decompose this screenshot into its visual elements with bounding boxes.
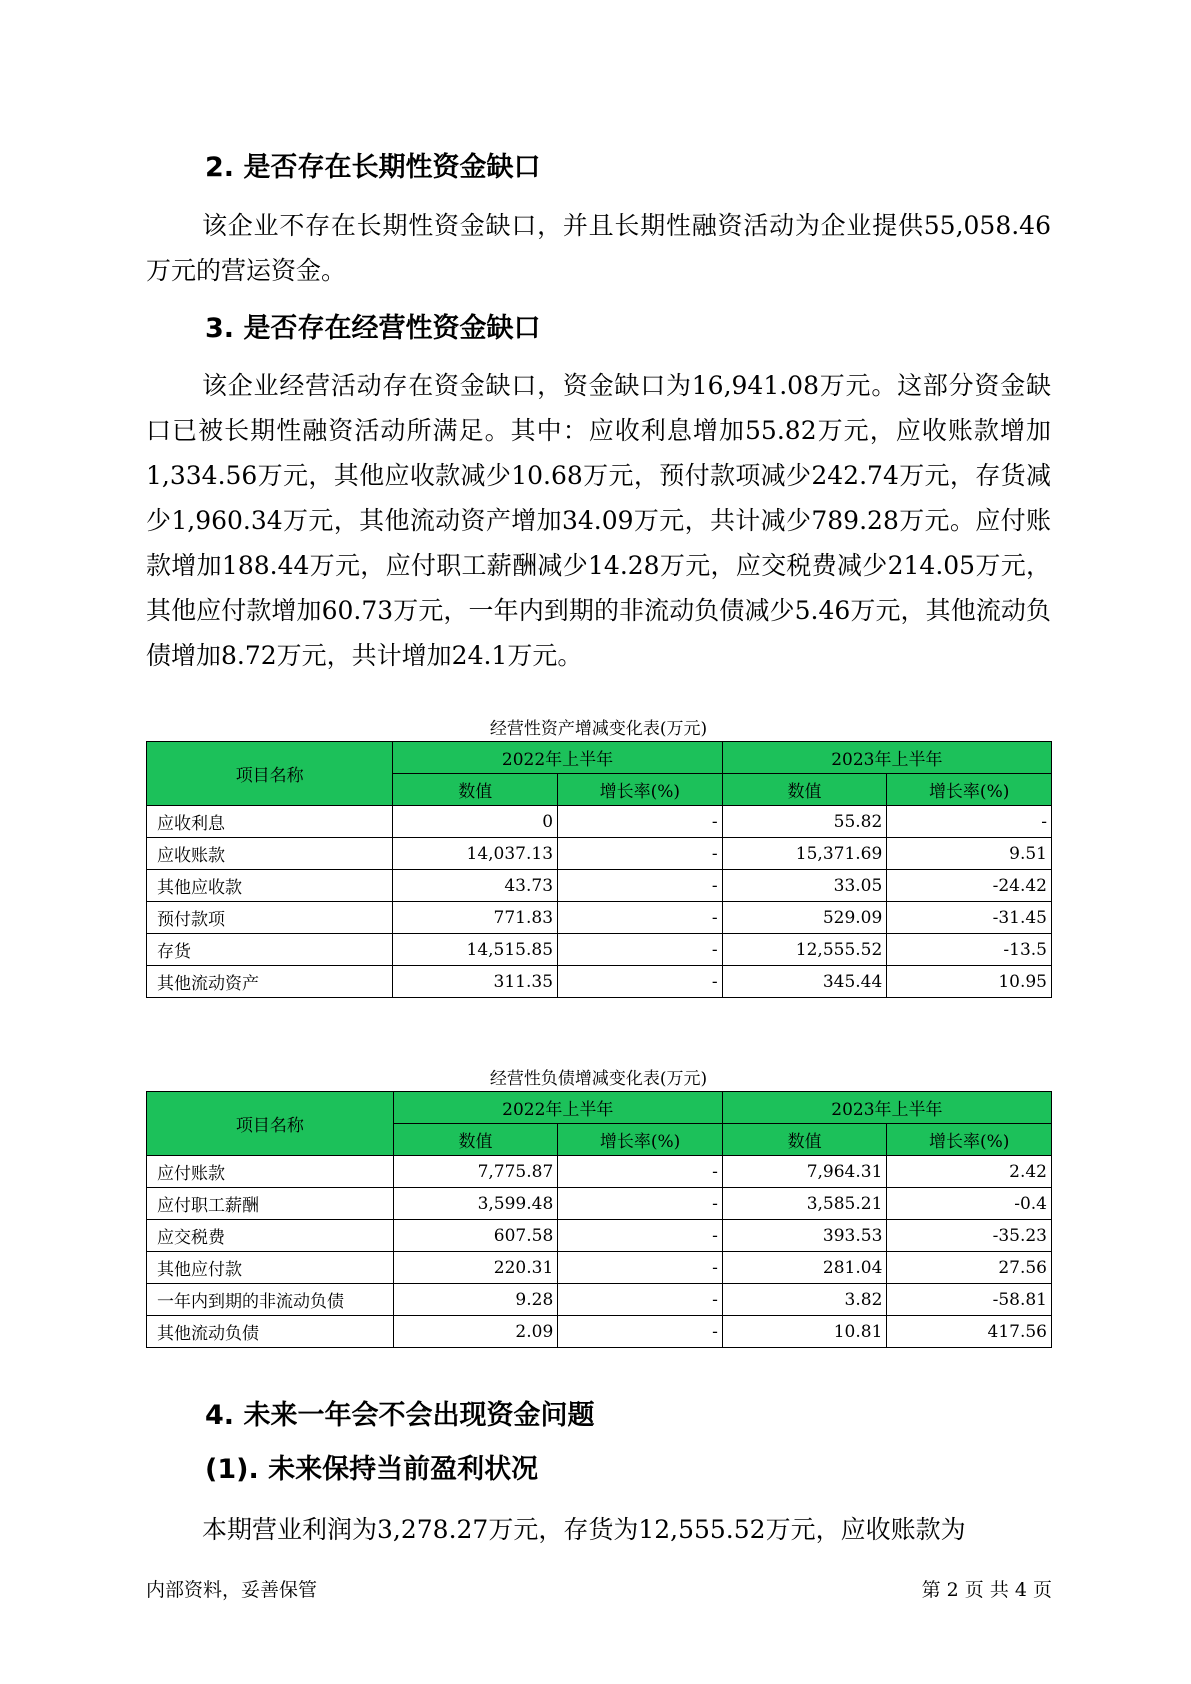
value-2022: 14,515.85 bbox=[393, 934, 558, 966]
value-2022: 0 bbox=[393, 806, 558, 838]
value-2022: 311.35 bbox=[393, 966, 558, 998]
section-heading-3: 3. 是否存在经营性资金缺口 bbox=[205, 313, 541, 344]
table-row bbox=[147, 1316, 1052, 1348]
table-row bbox=[147, 1188, 1052, 1220]
header-period-2022: 2022年上半年 bbox=[393, 1092, 722, 1124]
rate-2022: - bbox=[558, 902, 723, 934]
row-label: 应收利息 bbox=[147, 806, 393, 838]
value-2022: 3,599.48 bbox=[393, 1188, 558, 1220]
row-label: 其他应付款 bbox=[147, 1252, 394, 1284]
value-2023: 12,555.52 bbox=[722, 934, 887, 966]
value-2023: 33.05 bbox=[722, 870, 887, 902]
value-2022: 220.31 bbox=[393, 1252, 558, 1284]
subsection-heading-4-1: (1). 未来保持当前盈利状况 bbox=[205, 1454, 539, 1485]
rate-2023: -31.45 bbox=[887, 902, 1052, 934]
table-row bbox=[147, 902, 1052, 934]
header-value: 数值 bbox=[722, 774, 887, 806]
header-period-2023: 2023年上半年 bbox=[722, 1092, 1051, 1124]
assets-table-caption: 经营性资产增减变化表(万元) bbox=[489, 719, 708, 739]
row-label: 其他流动资产 bbox=[147, 966, 393, 998]
rate-2023: -58.81 bbox=[887, 1284, 1052, 1316]
row-label: 应付职工薪酬 bbox=[147, 1188, 394, 1220]
rate-2022: - bbox=[558, 838, 723, 870]
table-row bbox=[147, 1252, 1052, 1284]
rate-2023: 27.56 bbox=[887, 1252, 1052, 1284]
section-heading-2: 2. 是否存在长期性资金缺口 bbox=[205, 152, 541, 183]
rate-2023: -0.4 bbox=[887, 1188, 1052, 1220]
assets-table bbox=[146, 741, 1052, 998]
table-row bbox=[147, 838, 1052, 870]
paragraph-future-profit: 本期营业利润为3,278.27万元，存货为12,555.52万元，应收账款为 bbox=[202, 1515, 966, 1544]
value-2022: 14,037.13 bbox=[393, 838, 558, 870]
liabilities-table bbox=[146, 1091, 1052, 1348]
value-2022: 607.58 bbox=[393, 1220, 558, 1252]
header-value: 数值 bbox=[393, 1124, 558, 1156]
value-2023: 345.44 bbox=[722, 966, 887, 998]
value-2022: 2.09 bbox=[393, 1316, 558, 1348]
rate-2023: -13.5 bbox=[887, 934, 1052, 966]
rate-2022: - bbox=[558, 1316, 723, 1348]
liabilities-table-caption: 经营性负债增减变化表(万元) bbox=[489, 1069, 708, 1089]
header-period-2022: 2022年上半年 bbox=[393, 742, 722, 774]
rate-2023: - bbox=[887, 806, 1052, 838]
table-row bbox=[147, 966, 1052, 998]
rate-2023: 9.51 bbox=[887, 838, 1052, 870]
rate-2022: - bbox=[558, 1188, 723, 1220]
row-label: 存货 bbox=[147, 934, 393, 966]
value-2023: 529.09 bbox=[722, 902, 887, 934]
table-row bbox=[147, 806, 1052, 838]
rate-2022: - bbox=[558, 934, 723, 966]
rate-2022: - bbox=[558, 1156, 723, 1188]
header-value: 数值 bbox=[393, 774, 558, 806]
table-row bbox=[147, 1284, 1052, 1316]
value-2022: 9.28 bbox=[393, 1284, 558, 1316]
value-2023: 7,964.31 bbox=[722, 1156, 887, 1188]
rate-2023: 2.42 bbox=[887, 1156, 1052, 1188]
rate-2023: 417.56 bbox=[887, 1316, 1052, 1348]
value-2022: 7,775.87 bbox=[393, 1156, 558, 1188]
value-2023: 15,371.69 bbox=[722, 838, 887, 870]
table-header-row bbox=[147, 1092, 1052, 1124]
value-2023: 393.53 bbox=[722, 1220, 887, 1252]
section-heading-4: 4. 未来一年会不会出现资金问题 bbox=[205, 1400, 595, 1431]
value-2023: 3,585.21 bbox=[722, 1188, 887, 1220]
header-item-name: 项目名称 bbox=[147, 1092, 394, 1156]
paragraph-long-term-gap: 该企业不存在长期性资金缺口，并且长期性融资活动为企业提供55,058.46万元的营运资金。 bbox=[146, 211, 1051, 285]
value-2022: 771.83 bbox=[393, 902, 558, 934]
header-value: 数值 bbox=[722, 1124, 887, 1156]
value-2023: 281.04 bbox=[722, 1252, 887, 1284]
rate-2022: - bbox=[558, 870, 723, 902]
row-label: 其他应收款 bbox=[147, 870, 393, 902]
row-label: 应付账款 bbox=[147, 1156, 394, 1188]
header-rate: 增长率(%) bbox=[558, 774, 723, 806]
footer-page-number: 第 2 页 共 4 页 bbox=[921, 1579, 1052, 1601]
paragraph-operating-gap: 该企业经营活动存在资金缺口，资金缺口为16,941.08万元。这部分资金缺口已被长期性融资活动所满足。其中：应收利息增加55.82万元，应收账款增加1,334.56万元，其他应收款减少10.68万元，预付款项减少242.74万元，存货减少1,960.34万元，其他流动资产增加34.09万元，共计减少789.28万元。应付账款增加188.44万元，应付职工薪酬减少14.28万元，应交税费减少214.05万元，其他应付款增加60.73万元，一年内到期的非流动负债减少5.46万元，其他流动负债增加8.72万元，共计增加24.1万元。 bbox=[146, 371, 1051, 670]
table-row bbox=[147, 870, 1052, 902]
table-row bbox=[147, 934, 1052, 966]
row-label: 应收账款 bbox=[147, 838, 393, 870]
value-2023: 10.81 bbox=[722, 1316, 887, 1348]
table-header-row bbox=[147, 742, 1052, 774]
table-row bbox=[147, 1220, 1052, 1252]
rate-2022: - bbox=[558, 1220, 723, 1252]
footer-confidential-note: 内部资料，妥善保管 bbox=[146, 1579, 318, 1601]
header-rate: 增长率(%) bbox=[887, 774, 1052, 806]
row-label: 一年内到期的非流动负债 bbox=[147, 1284, 394, 1316]
rate-2023: -35.23 bbox=[887, 1220, 1052, 1252]
row-label: 应交税费 bbox=[147, 1220, 394, 1252]
rate-2022: - bbox=[558, 966, 723, 998]
value-2023: 3.82 bbox=[722, 1284, 887, 1316]
row-label: 其他流动负债 bbox=[147, 1316, 394, 1348]
header-item-name: 项目名称 bbox=[147, 742, 393, 806]
rate-2023: -24.42 bbox=[887, 870, 1052, 902]
header-rate: 增长率(%) bbox=[887, 1124, 1052, 1156]
value-2023: 55.82 bbox=[722, 806, 887, 838]
value-2022: 43.73 bbox=[393, 870, 558, 902]
rate-2023: 10.95 bbox=[887, 966, 1052, 998]
table-row bbox=[147, 1156, 1052, 1188]
row-label: 预付款项 bbox=[147, 902, 393, 934]
header-period-2023: 2023年上半年 bbox=[722, 742, 1051, 774]
rate-2022: - bbox=[558, 1252, 723, 1284]
header-rate: 增长率(%) bbox=[558, 1124, 723, 1156]
rate-2022: - bbox=[558, 806, 723, 838]
rate-2022: - bbox=[558, 1284, 723, 1316]
